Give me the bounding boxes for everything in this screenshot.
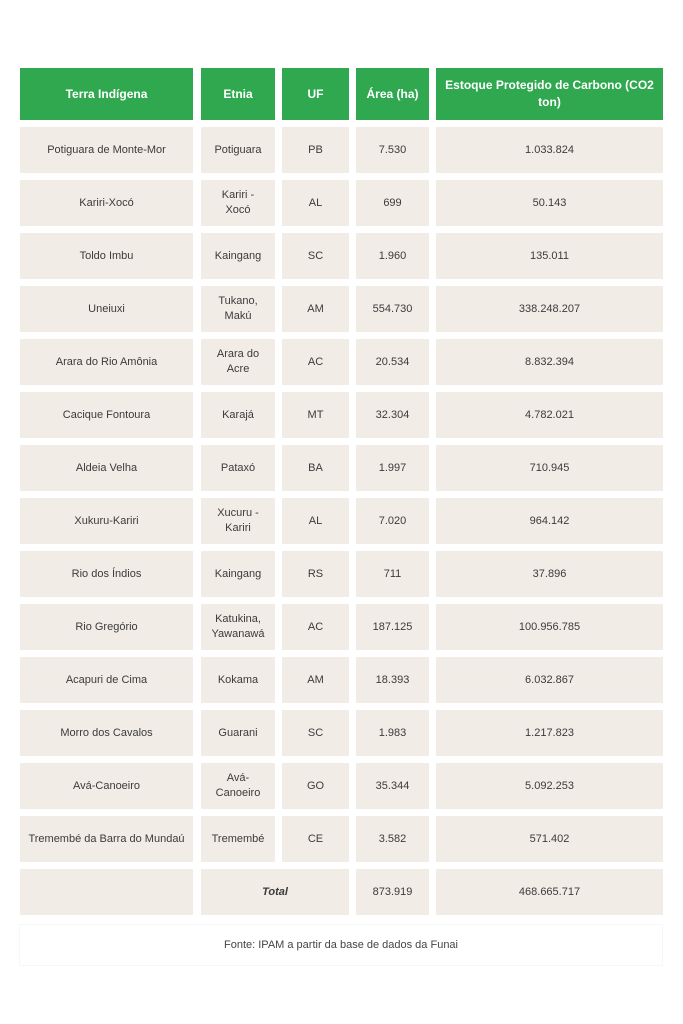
cell-etnia: Kaingang: [201, 233, 275, 279]
header-carbon-stock: Estoque Protegido de Carbono (CO2 ton): [436, 68, 663, 120]
cell-uf: AL: [282, 498, 349, 544]
cell-uf: SC: [282, 233, 349, 279]
cell-area: 18.393: [356, 657, 429, 703]
cell-terra-indigena: Tremembé da Barra do Mundaú: [20, 816, 193, 862]
cell-etnia: Pataxó: [201, 445, 275, 491]
cell-uf: SC: [282, 710, 349, 756]
cell-area: 711: [356, 551, 429, 597]
cell-terra-indigena: Rio Gregório: [20, 604, 193, 650]
cell-area: 32.304: [356, 392, 429, 438]
cell-uf: AC: [282, 339, 349, 385]
cell-carbon-stock: 37.896: [436, 551, 663, 597]
cell-area: 35.344: [356, 763, 429, 809]
cell-carbon-stock: 1.217.823: [436, 710, 663, 756]
cell-terra-indigena: Toldo Imbu: [20, 233, 193, 279]
cell-area: 7.530: [356, 127, 429, 173]
cell-terra-indigena: Uneiuxi: [20, 286, 193, 332]
cell-carbon-stock: 1.033.824: [436, 127, 663, 173]
cell-area: 3.582: [356, 816, 429, 862]
cell-uf: AM: [282, 286, 349, 332]
cell-terra-indigena: Kariri-Xocó: [20, 180, 193, 226]
cell-area: 187.125: [356, 604, 429, 650]
header-terra-indigena: Terra Indígena: [20, 68, 193, 120]
header-area: Área (ha): [356, 68, 429, 120]
cell-area: 699: [356, 180, 429, 226]
cell-carbon-stock: 964.142: [436, 498, 663, 544]
source-note: Fonte: IPAM a partir da base de dados da Funai: [20, 925, 662, 965]
cell-etnia: Kokama: [201, 657, 275, 703]
total-empty-cell: [20, 869, 193, 915]
cell-area: 554.730: [356, 286, 429, 332]
cell-etnia: Potiguara: [201, 127, 275, 173]
cell-uf: AM: [282, 657, 349, 703]
cell-uf: PB: [282, 127, 349, 173]
cell-uf: CE: [282, 816, 349, 862]
cell-etnia: Kariri - Xocó: [201, 180, 275, 226]
cell-etnia: Xucuru - Kariri: [201, 498, 275, 544]
cell-terra-indigena: Rio dos Índios: [20, 551, 193, 597]
cell-area: 1.983: [356, 710, 429, 756]
cell-carbon-stock: 4.782.021: [436, 392, 663, 438]
cell-carbon-stock: 6.032.867: [436, 657, 663, 703]
cell-terra-indigena: Arara do Rio Amônia: [20, 339, 193, 385]
cell-area: 1.960: [356, 233, 429, 279]
cell-uf: RS: [282, 551, 349, 597]
cell-carbon-stock: 338.248.207: [436, 286, 663, 332]
cell-area: 20.534: [356, 339, 429, 385]
cell-etnia: Tukano, Makú: [201, 286, 275, 332]
cell-etnia: Karajá: [201, 392, 275, 438]
cell-etnia: Tremembé: [201, 816, 275, 862]
total-area: 873.919: [356, 869, 429, 915]
header-uf: UF: [282, 68, 349, 120]
cell-carbon-stock: 571.402: [436, 816, 663, 862]
cell-etnia: Guarani: [201, 710, 275, 756]
cell-uf: BA: [282, 445, 349, 491]
cell-uf: GO: [282, 763, 349, 809]
cell-carbon-stock: 8.832.394: [436, 339, 663, 385]
cell-carbon-stock: 710.945: [436, 445, 663, 491]
cell-uf: AC: [282, 604, 349, 650]
cell-uf: AL: [282, 180, 349, 226]
cell-carbon-stock: 50.143: [436, 180, 663, 226]
total-carbon-stock: 468.665.717: [436, 869, 663, 915]
total-label: Total: [201, 869, 349, 915]
cell-terra-indigena: Potiguara de Monte-Mor: [20, 127, 193, 173]
cell-terra-indigena: Acapuri de Cima: [20, 657, 193, 703]
cell-etnia: Avá-Canoeiro: [201, 763, 275, 809]
header-etnia: Etnia: [201, 68, 275, 120]
cell-etnia: Katukina, Yawanawá: [201, 604, 275, 650]
cell-terra-indigena: Cacique Fontoura: [20, 392, 193, 438]
cell-carbon-stock: 100.956.785: [436, 604, 663, 650]
cell-terra-indigena: Morro dos Cavalos: [20, 710, 193, 756]
cell-terra-indigena: Aldeia Velha: [20, 445, 193, 491]
cell-area: 7.020: [356, 498, 429, 544]
cell-carbon-stock: 135.011: [436, 233, 663, 279]
cell-etnia: Kaingang: [201, 551, 275, 597]
cell-etnia: Arara do Acre: [201, 339, 275, 385]
cell-uf: MT: [282, 392, 349, 438]
cell-terra-indigena: Xukuru-Kariri: [20, 498, 193, 544]
cell-terra-indigena: Avá-Canoeiro: [20, 763, 193, 809]
cell-area: 1.997: [356, 445, 429, 491]
cell-carbon-stock: 5.092.253: [436, 763, 663, 809]
